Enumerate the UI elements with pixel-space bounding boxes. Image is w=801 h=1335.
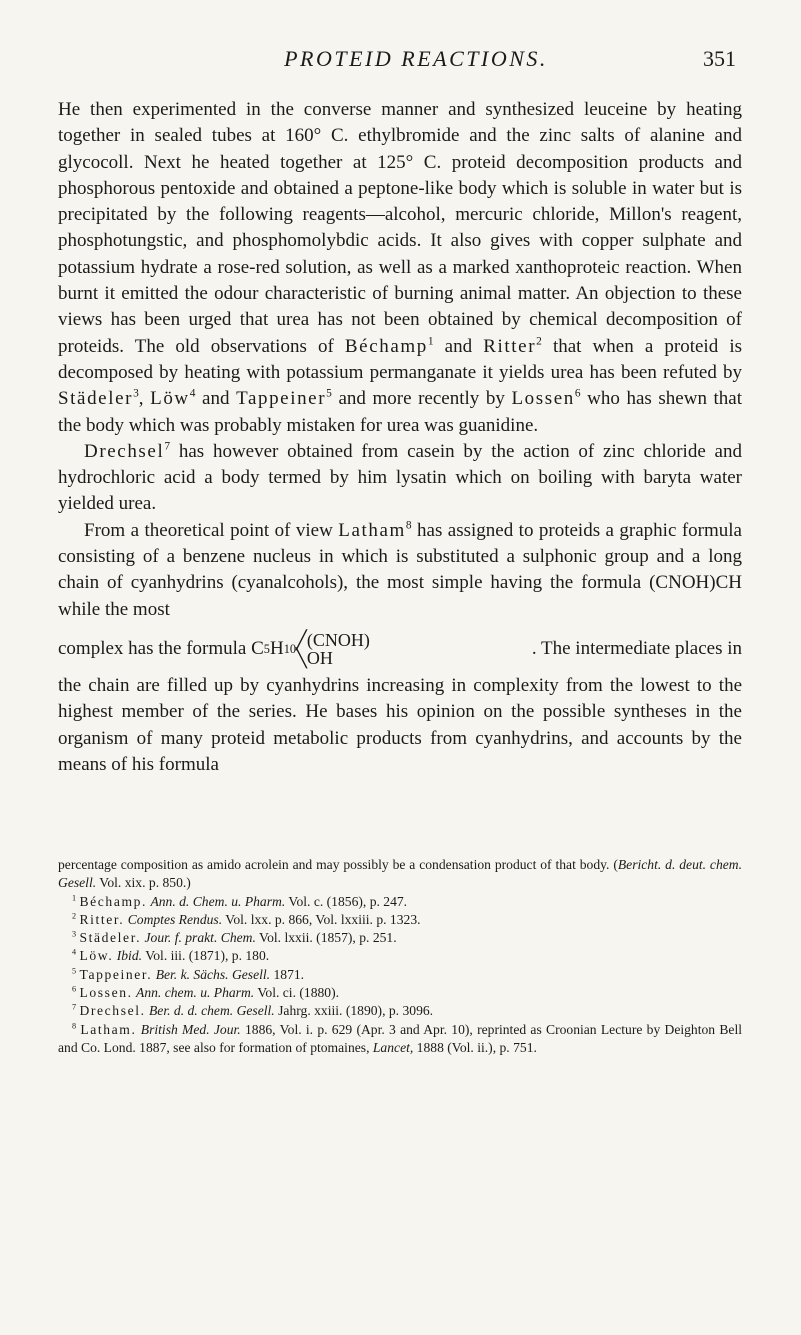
- paragraph: the chain are filled up by cyanhydrins increasing in complexity from the lowest to the highest member of the series. He bases his opinion on the possible syntheses in the organism of many proteid metabolic products from cyanhydrins, and accounts by the means of his formula: [58, 674, 742, 775]
- footnote-ref: 7: [164, 440, 171, 453]
- author-name: Ritter: [483, 335, 537, 357]
- footnote: $^3$ Städeler. Jour. f. prakt. Chem. Vol. lxxii. (1857), p. 251.: [72, 929, 397, 946]
- footnote: $^6$ Lossen. Ann. chem. u. Pharm. Vol. ci. (1880).: [72, 984, 340, 1001]
- footnote-ref: 8: [405, 519, 412, 532]
- formula-line: [58, 625, 742, 673]
- formula-tail: . The intermediate places in: [531, 637, 742, 659]
- formula-branches: (CNOH) OH: [306, 629, 370, 668]
- paragraph: From a theoretical point of view Latham$^8$ has assigned to proteids a graphic formula consisting of a benzene nucleus in which is substituted a sulphonic group and a long chain of cyanhydrins (cyanalcohols), the most simple having the formula (CNOH)CH while the most: [58, 519, 742, 620]
- footnote: $^2$ Ritter. Comptes Rendus. Vol. lxx. p. 866, Vol. lxxiii. p. 1323.: [72, 911, 421, 927]
- author-name: Städeler: [58, 388, 134, 410]
- footnote: $^8$ Latham. British Med. Jour. 1886, Vol. i. p. 629 (Apr. 3 and Apr. 10), reprinted as Croonian Lecture by Deighton Bell and Co. Lond. 1887, see also for formation of ptomaines, Lancet, 1888 (Vol. ii.), p. 751.: [58, 1021, 743, 1055]
- footnote-continuation: percentage composition as amido acrolein and may possibly be a condensation product of that body. (Bericht. d. deut. chem. Gesell. Vol. xix. p. 850.): [58, 857, 743, 891]
- footnote-ref: 2: [536, 335, 542, 348]
- footnote-ref: 5: [326, 387, 332, 400]
- footnote-ref: 1: [427, 335, 434, 348]
- page-number: 351: [703, 46, 736, 71]
- page-header: [96, 46, 736, 76]
- author-name: Tappeiner: [236, 388, 327, 410]
- chemical-formula: complex has the formula C 5 H 10 ╱ ╲ (CNOH) OH: [58, 629, 370, 668]
- bond-glyphs: ╱ ╲: [296, 629, 307, 668]
- paragraph: Drechsel$^7$ has however obtained from casein by the action of zinc chloride and hydrochloric acid a body termed by him lysatin which on boiling with baryta water yielded urea.: [58, 440, 742, 515]
- footnote-ref: 4: [189, 387, 196, 400]
- author-name: Drechsel: [84, 440, 165, 462]
- author-name: Latham: [338, 519, 406, 541]
- footnote-ref: 3: [133, 387, 139, 400]
- footnotes: [58, 856, 742, 1057]
- author-name: Löw: [150, 388, 190, 410]
- footnote: $^4$ Löw. Ibid. Vol. iii. (1871), p. 180.: [72, 947, 270, 964]
- footnote-ref: 6: [574, 387, 581, 400]
- footnote: $^1$ Béchamp. Ann. d. Chem. u. Pharm. Vol. c. (1856), p. 247.: [72, 893, 408, 909]
- running-title: PROTEID REACTIONS.: [284, 46, 548, 71]
- paragraph: He then experimented in the converse manner and synthesized leuceine by heating together in sealed tubes at 160° C. ethylbromide and the zinc salts of alanine and glycocoll. Next he heated together at 125° C. proteid decomposition products and phosphorous pentoxide and obtained a peptone-like body which is soluble in water but is precipitated by the following reagents—alcohol, mercuric chloride, Millon's reagent, phosphotungstic, and phosphomolybdic acids. It also gives with copper sulphate and potassium hydrate a rose-red solution, as well as a marked xanthoproteic reaction. When burnt it emitted the odour characteristic of burning animal matter. An objection to these views has been urged that urea has not been obtained by chemical decomposition of proteids. The old observations of Béchamp$^1$ and Ritter$^2$ that when a proteid is decomposed by heating with potassium permanganate it yields urea has been refuted by Städeler$^3$, Löw$^4$ and Tappeiner$^5$ and more recently by Lossen$^6$ who has shewn that the body which was probably mistaken for urea was guanidine.: [58, 99, 743, 436]
- footnote: $^7$ Drechsel. Ber. d. d. chem. Gesell. Jahrg. xxiii. (1890), p. 3096.: [72, 1002, 434, 1019]
- author-name: Lossen: [511, 388, 575, 410]
- author-name: Béchamp: [344, 335, 428, 357]
- footnote: $^5$ Tappeiner. Ber. k. Sächs. Gesell. 1871.: [72, 966, 305, 982]
- body-text: [58, 97, 742, 778]
